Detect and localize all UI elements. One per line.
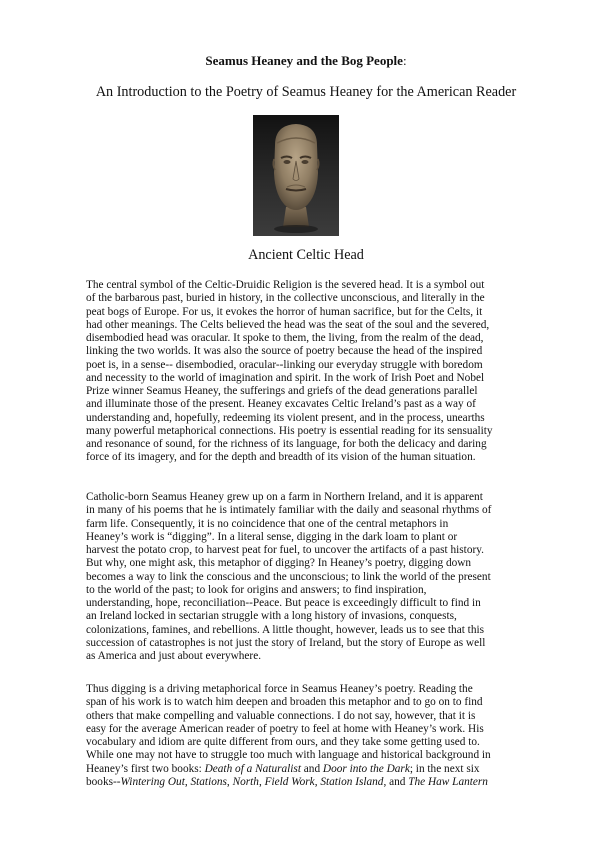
text-line: had other meanings. The Celts believed the head was the seat of the soul and the severed, [86,318,490,331]
text-line: to the world of the past; to look for origins and answers; to find inspiration, [86,583,427,596]
text-run: , [258,775,265,788]
text-line: force of its imagery, and for the depth and breadth of its vision of the human situation. [86,451,476,464]
text-line: linking the two worlds. It was also the source of poetry because the head of the inspired [86,345,483,358]
page-title-text: Seamus Heaney and the Bog People [205,53,403,68]
book-title-north: North [232,775,259,788]
text-line: and necessity to the world of imagination and spirit. In the work of Irish Poet and Nobel [86,371,485,384]
book-title-the-haw-lantern: The Haw Lantern [408,775,488,788]
text-line: poet is, in a sense-- disembodied, oracular--linking our everyday struggle with boredom [86,358,483,371]
text-line: Prize winner Seamus Heaney, the sufferings and griefs of the dead generations parallel [86,385,478,397]
page-title [0,53,612,69]
body-paragraph-3 [86,683,536,789]
text-run: , [184,775,191,788]
text-line: of the barbarous past, buried in history, in the collective unconscious, and literally in the [86,292,485,305]
body-paragraph-2 [86,491,536,663]
text-run: , [314,775,321,788]
text-line: as America and just about everywhere. [86,650,262,662]
book-title-wintering-out: Wintering Out [120,775,185,788]
text-line: many powerful metaphorical connections. His poetry is essential reading for its sensuality [86,424,493,437]
text-run: ; in the next six [409,762,480,775]
text-line: Heaney’s work is “digging”. In a literal sense, digging in the dark loam to plant or [86,530,458,543]
figure-caption: Ancient Celtic Head [248,247,364,263]
text-line: succession of catastrophes is not just the story of Ireland, but the story of Europe as well [86,636,486,649]
text-line: harvest the potato crop, to harvest peat for fuel, to uncover the artifacts of a past history. [86,544,484,556]
text-line: and illuminate those of the present. Heaney excavates Celtic Ireland’s past as a way of [86,398,476,411]
text-line: in many of his poems that he is intimately familiar with the daily and seasonal rhythms of [86,504,492,517]
book-title-field-work: Field Work [264,775,315,788]
text-line: becomes a way to link the conscious and the unconscious; to link the world of the present [86,570,491,583]
page-title-colon: : [402,53,407,68]
text-line: Catholic-born Seamus Heaney grew up on a farm in Northern Ireland, and it is apparent [86,491,483,503]
text-run: , and [383,775,409,788]
text-line: easy for the average American reader of poetry to feel at home with Heaney’s work. His [86,722,484,735]
text-line: and resonance of sound, for the richness of its language, for both the delicacy and daring [86,438,487,450]
text-line: understanding and, hopefully, redeeming its violent present, and in the process, unearths [86,411,485,424]
text-run: and [300,762,323,775]
book-title-station-island: Station Island [320,775,384,788]
text-line: an Ireland locked in sectarian struggle with a long history of invasions, conquests, [86,610,457,623]
text-run: Heaney’s first two books: [86,762,205,775]
celtic-head-photo [253,115,339,236]
text-line: While one may not have to struggle too much with language and historical background in [86,749,491,762]
text-line: span of his work is to watch him deepen and broaden this metaphor and to go on to find [86,696,483,709]
text-line [86,763,536,776]
text-line: vocabulary and idiom are quite different from ours, and they take some getting used to. [86,736,480,748]
stone-head-image [253,115,339,236]
text-line: But why, one might ask, this metaphor of digging? In Heaney’s poetry, digging down [86,557,472,570]
text-line: understanding, hope, reconciliation--Peace. But peace is exceedingly difficult to find in [86,597,481,609]
text-line [86,776,536,789]
text-run: books-- [86,775,121,788]
text-line: disembodied head was oracular. It spoke to them, the living, from the realm of the dead, [86,332,484,344]
text-line: others that make compelling and valuable connections. I do not say, however, that it is [86,709,476,722]
text-line: farm life. Consequently, it is no coincidence that one of the central metaphors in [86,517,449,530]
book-title-door-into-the-dark: Door into the Dark [322,762,410,775]
text-line: colonizations, famines, and rebellions. A little thought, however, leads us to see that this [86,623,484,636]
book-title-stations: Stations [190,775,227,788]
text-line: The central symbol of the Celtic-Druidic Religion is the severed head. It is a symbol out [86,279,485,291]
page-subtitle: An Introduction to the Poetry of Seamus Heaney for the American Reader [95,84,517,100]
text-run: , [226,775,233,788]
text-line: peat bogs of Europe. For us, it evokes the horror of human sacrifice, but for the Celts, it [86,305,483,318]
book-title-death-of-a-naturalist: Death of a Naturalist [204,762,301,775]
body-paragraph-1 [86,279,536,465]
text-line: Thus digging is a driving metaphorical force in Seamus Heaney’s poetry. Reading the [86,683,473,695]
